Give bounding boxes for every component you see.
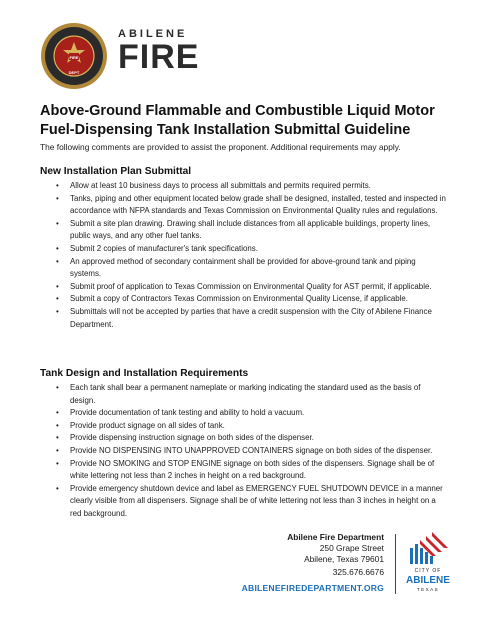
city-logo-name-text: ABILENE xyxy=(406,575,450,586)
svg-text:DEPT: DEPT xyxy=(68,70,80,75)
list-item: • Provide product signage on all sides of tank. xyxy=(56,420,448,433)
fire-department-seal-logo xyxy=(40,22,108,90)
tank-design-list xyxy=(56,382,448,521)
contact-block xyxy=(242,532,384,593)
new-installation-list xyxy=(56,180,448,331)
page-footer xyxy=(230,528,460,600)
list-item: • Provide dispensing instruction signage on both sides of the dispenser. xyxy=(56,432,448,445)
section-heading-new-installation: New Installation Plan Submittal xyxy=(40,166,192,177)
list-item: • An approved method of secondary containment shall be provided for above-ground tank and piping systems. xyxy=(56,256,448,281)
website-link[interactable]: ABILENEFIREDEPARTMENT.ORG xyxy=(241,583,384,593)
list-item: • Allow at least 10 business days to process all submittals and permits required permits. xyxy=(56,180,448,193)
list-item: • Provide NO SMOKING and STOP ENGINE signage on both sides of the dispensers. Signage shall be of white lettering not less than 2 inches in height on a red background. xyxy=(56,458,448,483)
brand-wordmark xyxy=(118,28,200,76)
list-item: • Submit a site plan drawing. Drawing shall include distances from all applicable buildings, property lines, public ways, and any other fuel tanks. xyxy=(56,218,448,243)
phone-number: 325.676.6676 xyxy=(332,567,384,577)
svg-text:FIRE: FIRE xyxy=(69,55,79,60)
document-intro: The following comments are provided to assist the proponent. Additional requirements may apply. xyxy=(40,142,401,152)
list-item: • Submit a copy of Contractors Texas Commission on Environmental Quality License, if applicable. xyxy=(56,293,448,306)
list-item: • Provide documentation of tank testing and ability to hold a vacuum. xyxy=(56,407,448,420)
city-logo-top-text: CITY OF xyxy=(414,568,442,574)
city-of-abilene-logo xyxy=(402,530,454,596)
department-name: Abilene Fire Department xyxy=(287,532,384,542)
brand-top-text: ABILENE xyxy=(118,28,188,40)
city-state-zip: Abilene, Texas 79601 xyxy=(304,553,384,564)
brand-main-text: FIRE xyxy=(118,38,200,76)
list-item: • Submit proof of application to Texas Commission on Environmental Quality for AST permit, if applicable. xyxy=(56,281,448,294)
street-address: 250 Grape Street xyxy=(319,543,384,553)
list-item: • Provide NO DISPENSING INTO UNAPPROVED CONTAINERS signage on both sides of the dispenser. xyxy=(56,445,448,458)
list-item: • Each tank shall bear a permanent nameplate or marking indicating the standard used as the basis of design. xyxy=(56,382,448,407)
document-title: Above-Ground Flammable and Combustible Liquid Motor Fuel-Dispensing Tank Installation Submittal Guideline xyxy=(40,103,435,138)
list-item: • Submittals will not be accepted by parties that have a credit suspension with the City of Abilene Finance Department. xyxy=(56,306,448,331)
list-item: • Tanks, piping and other equipment located below grade shall be designed, installed, tested and inspected in accordance with NFPA standards and Texas Commission on Environmental Quality rules and regulations. xyxy=(56,193,448,218)
list-item: • Provide emergency shutdown device and label as EMERGENCY FUEL SHUTDOWN DEVICE in a manner clearly visible from all dispensers. Signage shall be of white lettering not less than 3 inches in height on a red background. xyxy=(56,483,448,521)
city-logo-state-text: TEXAS xyxy=(416,587,440,592)
section-heading-tank-design: Tank Design and Installation Requirements xyxy=(40,368,249,379)
list-item: • Submit 2 copies of manufacturer's tank specifications. xyxy=(56,243,448,256)
footer-divider xyxy=(395,534,396,594)
